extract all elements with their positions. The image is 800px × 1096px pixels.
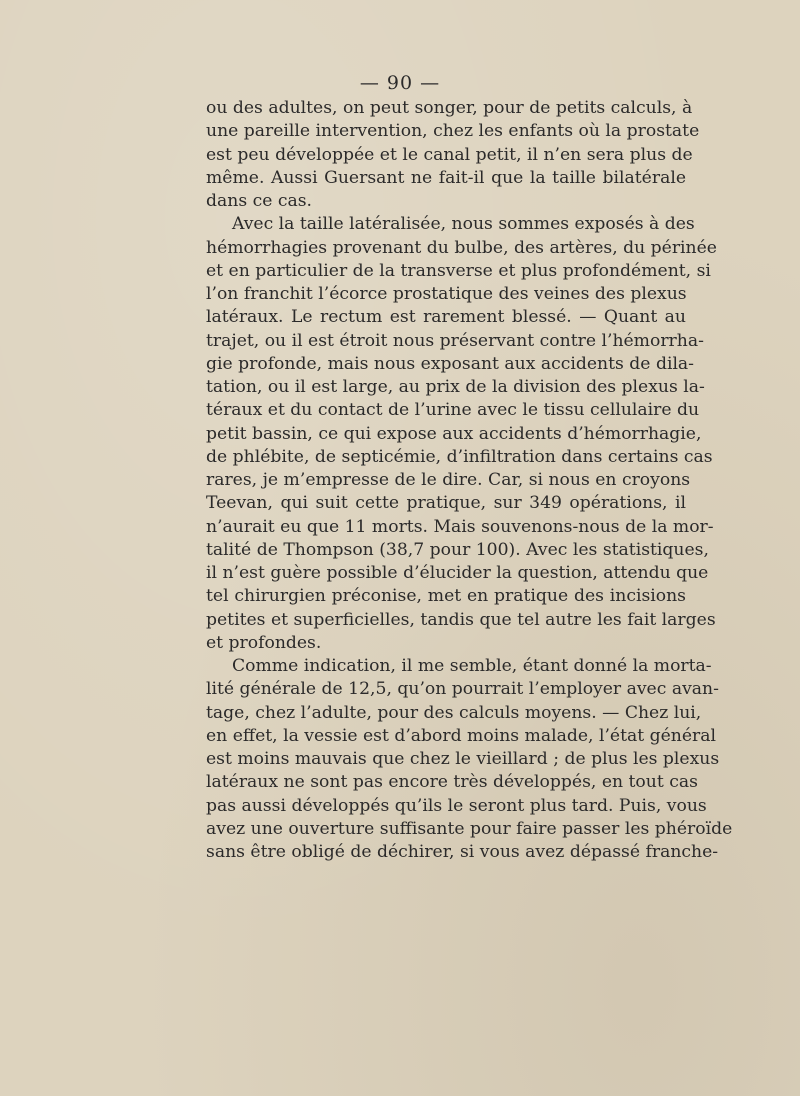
text-line: même. Aussi Guersant ne fait-il que la taille bilatérale — [206, 167, 686, 188]
text-line: de phlébite, de septicémie, d’infiltration dans certains cas — [206, 446, 713, 467]
body-text — [206, 97, 733, 864]
text-line: talité de Thompson (38,7 pour 100). Avec les statistiques, — [206, 539, 709, 560]
text-line: dans ce cas. — [206, 191, 313, 211]
text-line: petites et superficielles, tandis que tel autre les fait larges — [206, 609, 716, 630]
text-line: avez une ouverture suffisante pour faire passer les phéroïde — [206, 818, 733, 839]
text-line: et profondes. — [206, 632, 322, 653]
paragraph — [206, 213, 717, 655]
text-line: n’aurait eu que 11 morts. Mais souvenons-nous de la mor- — [206, 516, 714, 537]
text-line: gie profonde, mais nous exposant aux accidents de dila- — [206, 353, 694, 374]
text-line: Avec la taille latéralisée, nous sommes exposés à des — [232, 214, 695, 235]
text-line: petit bassin, ce qui expose aux accidents d’hémorrhagie, — [206, 423, 702, 444]
text-line: en effet, la vessie est d’abord moins malade, l’état général — [206, 725, 716, 746]
text-line: latéraux. Le rectum est rarement blessé. — Quant au — [206, 307, 686, 328]
text-line: une pareille intervention, chez les enfants où la prostate — [206, 121, 700, 142]
text-line: l’on franchit l’écorce prostatique des veines des plexus — [206, 284, 687, 304]
text-line: tage, chez l’adulte, pour des calculs moyens. — Chez lui, — [206, 702, 702, 723]
text-line: tel chirurgien préconise, met en pratique des incisions — [206, 586, 686, 607]
paragraph — [206, 655, 733, 864]
text-line: lité générale de 12,5, qu’on pourrait l’employer avec avan- — [206, 679, 719, 700]
text-line: téraux et du contact de l’urine avec le tissu cellulaire du — [206, 400, 700, 421]
text-line: latéraux ne sont pas encore très développés, en tout cas — [206, 772, 698, 793]
text-line: tation, ou il est large, au prix de la division des plexus la- — [206, 377, 705, 397]
text-line: est peu développée et le canal petit, il n’en sera plus de — [206, 144, 693, 165]
page-number: — 90 — — [359, 72, 441, 94]
text-line: Teevan, qui suit cette pratique, sur 349 opérations, il — [206, 493, 686, 514]
text-line: Comme indication, il me semble, étant donné la morta- — [232, 656, 712, 676]
text-line: hémorrhagies provenant du bulbe, des artères, du périnée — [206, 237, 717, 258]
text-line: il n’est guère possible d’élucider la question, attendu que — [206, 563, 709, 583]
text-line: ou des adultes, on peut songer, pour de petits calculs, à — [206, 98, 693, 118]
text-line: et en particulier de la transverse et plus profondément, si — [206, 260, 711, 281]
paragraph — [206, 97, 700, 213]
text-line: est moins mauvais que chez le vieillard ; de plus les plexus — [206, 749, 720, 769]
text-line: sans être obligé de déchirer, si vous avez dépassé franche- — [206, 842, 719, 862]
text-line: trajet, ou il est étroit nous préservant contre l’hémorrha- — [206, 330, 704, 351]
text-line: rares, je m’empresse de le dire. Car, si nous en croyons — [206, 470, 691, 490]
text-line: pas aussi développés qu’ils le seront plus tard. Puis, vous — [206, 795, 707, 816]
